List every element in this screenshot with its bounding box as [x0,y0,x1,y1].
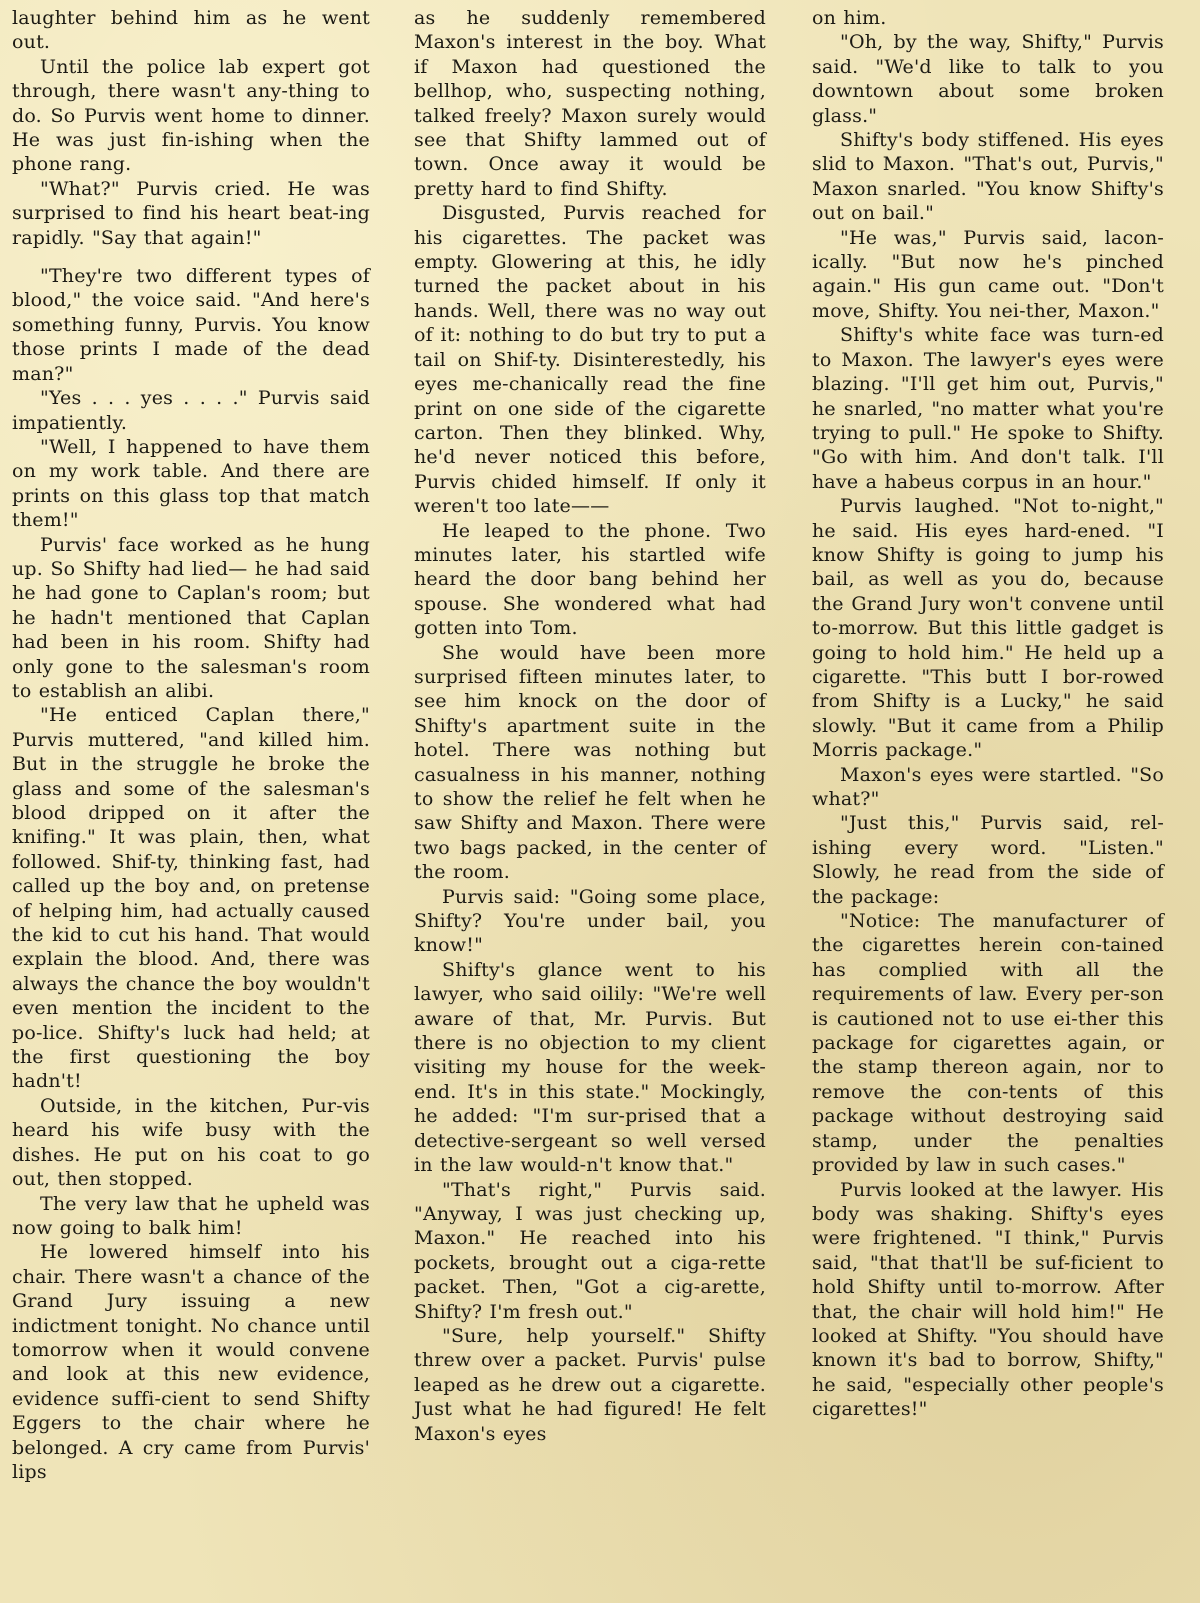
paragraph: "Yes . . . yes . . . ." Purvis said impatiently. [12,387,370,434]
paragraph: Until the police lab expert got through, there wasn't any-thing to do. So Purvis went home to dinner. He was just fin-ishing when the phone rang. [12,55,370,176]
paragraph: "Well, I happened to have them on my work table. And there are prints on this glass top that match them!" [12,435,370,532]
paragraph: Outside, in the kitchen, Pur-vis heard his wife busy with the dishes. He put on his coat to go out, then stopped. [12,1094,370,1191]
paragraph: Shifty's glance went to his lawyer, who said oilily: "We're well aware of that, Mr. Purvis. But there is no objection to my client visiting my house for the week-end. It's in this state." Mockingly, he added: "I'm sur-prised that a detective-sergeant so well versed in the law would-n't know that." [414,958,766,1177]
paragraph: "Oh, by the way, Shifty," Purvis said. "We'd like to talk to you downtown about some broken glass." [812,31,1164,127]
paragraph: The very law that he upheld was now going to balk him! [12,1192,370,1239]
paragraph: Purvis looked at the lawyer. His body was shaking. Shifty's eyes were frightened. "I think," Purvis said, "that that'll be suf-ficient to hold Shifty until to-morrow. After that, the chair will hold him!" He looked at Shifty. "You should have known it's bad to borrow, Shifty," he said, "especially other people's cigarettes!" [812,1178,1164,1421]
paragraph: "He enticed Caplan there," Purvis muttered, "and killed him. But in the struggle he broke the glass and some of the salesman's blood dripped on it after the knifing." It was plain, then, what followed. Shif-ty, thinking fast, had called up the boy and, on pretense of helping him, had actually caused the kid to cut his hand. That would explain the blood. And, there was always the chance the boy wouldn't even mention the incident to the po-lice. Shifty's luck had held; at the first questioning the boy hadn't! [12,704,370,1093]
paragraph: as he suddenly remembered Maxon's interest in the boy. What if Maxon had questioned the bellhop, who, suspecting nothing, talked freely? Maxon surely would see that Shifty lammed out of town. Once away it would be pretty hard to find Shifty. [414,7,766,200]
paragraph: Purvis said: "Going some place, Shifty? You're under bail, you know!" [414,885,766,957]
paragraph: Purvis laughed. "Not to-night," he said. His eyes hard-ened. "I know Shifty is going to jump his bail, as well as you do, because the Grand Jury won't convene until to-morrow. But this little gadget is going to hold him." He held up a cigarette. "This butt I bor-rowed from Shifty is a Lucky," he said slowly. "But it came from a Philip Morris package." [812,495,1164,762]
paragraph: "Notice: The manufacturer of the cigarettes herein con-tained has complied with all the requirements of law. Every per-son is cautioned not to use ei-ther this package for cigarettes again, or the stamp thereon again, nor to remove the con-tents of this package without destroying said stamp, under the penalties provided by law in such cases." [812,910,1164,1177]
paragraph: "Just this," Purvis said, rel-ishing every word. "Listen." Slowly, he read from the side of the package: [812,812,1164,908]
paragraph: on him. [812,7,887,29]
text-column-middle [414,6,766,1446]
paragraph: "Sure, help yourself." Shifty threw over a packet. Purvis' pulse leaped as he drew out a cigarette. Just what he had figured! He felt Maxon's eyes [414,1324,766,1445]
paragraph: She would have been more surprised fifteen minutes later, to see him knock on the door of Shifty's apartment suite in the hotel. There was nothing but casualness in his manner, nothing to show the relief he felt when he saw Shifty and Maxon. There were two bags packed, in the center of the room. [414,641,766,884]
text-column-right [812,6,1164,1422]
paragraph: "They're two different types of blood," the voice said. "And here's something funny, Purvis. You know those prints I made of the dead man?" [12,265,370,385]
paragraph: Shifty's body stiffened. His eyes slid to Maxon. "That's out, Purvis," Maxon snarled. "You know Shifty's out on bail." [812,129,1164,225]
paragraph: "What?" Purvis cried. He was surprised to find his heart beat-ing rapidly. "Say that again!" [12,177,370,249]
text-column-left [12,6,370,1484]
paragraph-gap [12,250,370,264]
paragraph: laughter behind him as he went out. [12,7,370,54]
paragraph: Shifty's white face was turn-ed to Maxon. The lawyer's eyes were blazing. "I'll get him out, Purvis," he snarled, "no matter what you're trying to pull." He spoke to Shifty. "Go with him. And don't talk. I'll have a habeus corpus in an hour." [812,324,1164,493]
paragraph: He leaped to the phone. Two minutes later, his startled wife heard the door bang behind her spouse. She wondered what had gotten into Tom. [414,519,766,640]
paragraph: Maxon's eyes were startled. "So what?" [812,763,1164,810]
paragraph: Purvis' face worked as he hung up. So Shifty had lied— he had said he had gone to Caplan's room; but he hadn't mentioned that Caplan had been in his room. Shifty had only gone to the salesman's room to establish an alibi. [12,533,370,702]
paragraph: "That's right," Purvis said. "Anyway, I was just checking up, Maxon." He reached into his pockets, brought out a ciga-rette packet. Then, "Got a cig-arette, Shifty? I'm fresh out." [414,1178,766,1323]
paragraph: He lowered himself into his chair. There wasn't a chance of the Grand Jury issuing a new indictment tonight. No chance until tomorrow when it would convene and look at this new evidence, evidence suffi-cient to send Shifty Eggers to the chair where he belonged. A cry came from Purvis' lips [12,1241,370,1483]
paragraph: "He was," Purvis said, lacon-ically. "But now he's pinched again." His gun came out. "Don't move, Shifty. You nei-ther, Maxon." [812,226,1164,322]
paragraph: Disgusted, Purvis reached for his cigarettes. The packet was empty. Glowering at this, he idly turned the packet about in his hands. Well, there was no way out of it: nothing to do but try to put a tail on Shif-ty. Disinterestedly, his eyes me-chanically read the fine print on one side of the cigarette carton. Then they blinked. Why, he'd never noticed this before, Purvis chided himself. If only it weren't too late—— [414,202,766,518]
